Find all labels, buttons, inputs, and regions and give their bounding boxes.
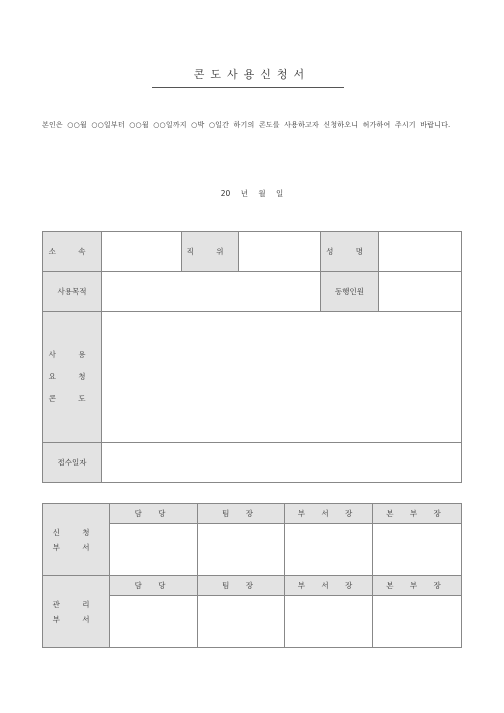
manager-dept-head-sign[interactable] xyxy=(285,596,373,648)
application-date: 20 년 월 일 xyxy=(220,189,284,198)
applicant-dept-label: 신 청 부 서 xyxy=(43,504,110,576)
request-condo-field[interactable] xyxy=(102,312,462,443)
applicant-team-leader-sign[interactable] xyxy=(198,524,285,576)
intro-text: 본인은 ○○월 ○○일부터 ○○월 ○○일까지 ○박 ○일간 하기의 콘도를 사용하고자 신청하오니 허가하여 주시기 바랍니다. xyxy=(42,121,451,129)
manager-dept-label: 관 리 부 서 xyxy=(43,576,110,648)
name-field[interactable] xyxy=(379,232,462,272)
info-table xyxy=(42,231,462,483)
applicant-dept-head-sign[interactable] xyxy=(285,524,373,576)
staff-header: 담 당 xyxy=(110,504,198,524)
division-head-header: 본 부 장 xyxy=(373,576,462,596)
companions-field[interactable] xyxy=(379,272,462,312)
purpose-label: 사용목적 xyxy=(43,272,102,312)
applicant-division-head-sign[interactable] xyxy=(373,524,462,576)
team-leader-header: 팀 장 xyxy=(198,504,285,524)
purpose-field[interactable] xyxy=(102,272,321,312)
companions-label: 동행인원 xyxy=(321,272,379,312)
manager-staff-sign[interactable] xyxy=(110,596,198,648)
dept-head-header: 부 서 장 xyxy=(285,504,373,524)
affiliation-field[interactable] xyxy=(102,232,182,272)
manager-team-leader-sign[interactable] xyxy=(198,596,285,648)
title-underline xyxy=(152,87,344,88)
receipt-date-field[interactable] xyxy=(102,443,462,483)
staff-header: 담 당 xyxy=(110,576,198,596)
receipt-date-label: 접수일자 xyxy=(43,443,102,483)
form-title: 콘도사용신청서 xyxy=(193,68,311,81)
position-field[interactable] xyxy=(239,232,321,272)
name-label: 성 명 xyxy=(321,232,379,272)
affiliation-label: 소 속 xyxy=(43,232,102,272)
applicant-staff-sign[interactable] xyxy=(110,524,198,576)
approval-table xyxy=(42,503,462,648)
dept-head-header: 부 서 장 xyxy=(285,576,373,596)
team-leader-header: 팀 장 xyxy=(198,576,285,596)
position-label: 직 위 xyxy=(182,232,239,272)
manager-division-head-sign[interactable] xyxy=(373,596,462,648)
division-head-header: 본 부 장 xyxy=(373,504,462,524)
request-condo-label: 사 용 요 청 콘 도 xyxy=(43,312,102,443)
